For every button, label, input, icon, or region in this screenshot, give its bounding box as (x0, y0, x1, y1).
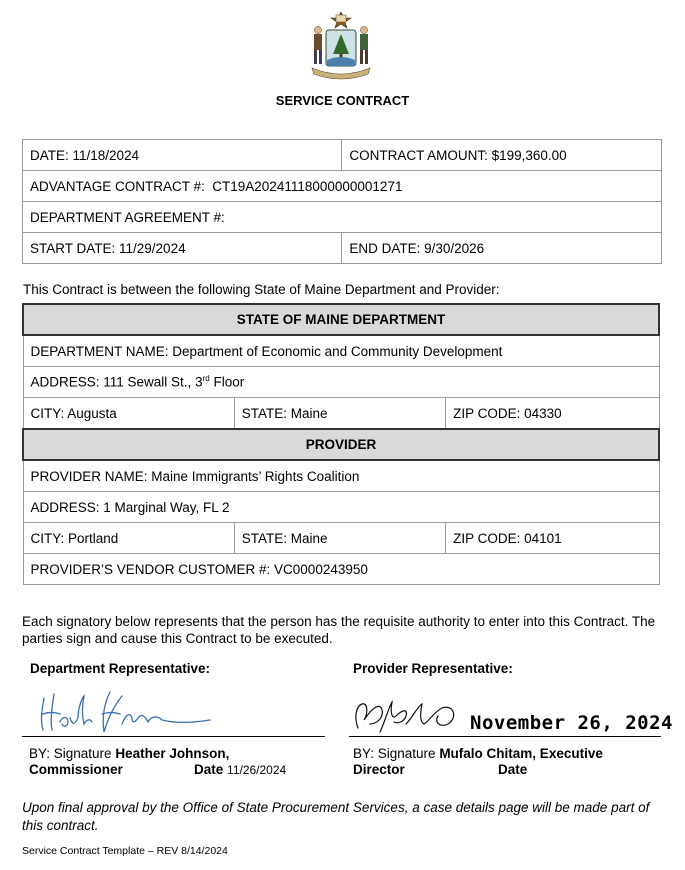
department-signature-line (22, 736, 325, 737)
provider-signer-name: Mufalo Chitam, Executive (439, 746, 603, 761)
department-date-row (194, 762, 286, 777)
department-address-cell: ADDRESS: 111 Sewall St., 3rd Floor (23, 367, 659, 398)
department-state-cell: STATE: Maine (234, 398, 445, 430)
signatory-statement: Each signatory below represents that the person has the requisite authority to enter into this Contract. The parties sign and cause this Contract to be executed. (22, 614, 656, 646)
department-signature-image (38, 688, 218, 736)
department-agreement-cell: DEPARTMENT AGREEMENT #: (23, 202, 662, 233)
department-signer-name: Heather Johnson, (115, 746, 230, 761)
department-signer-title: Commissioner (29, 762, 123, 777)
provider-vendor-cell: PROVIDER’S VENDOR CUSTOMER #: VC0000243950 (23, 554, 659, 585)
provider-date-label: Date (498, 762, 528, 777)
provider-date-row (498, 762, 527, 777)
department-heading: STATE OF MAINE DEPARTMENT (23, 304, 659, 335)
provider-signed-date: November 26, 2024 (470, 712, 673, 734)
contract-info-table (22, 139, 662, 264)
provider-state-cell: STATE: Maine (234, 523, 445, 554)
provider-zip-cell: ZIP CODE: 04101 (446, 523, 659, 554)
department-name-cell: DEPARTMENT NAME: Department of Economic and Community Development (23, 335, 659, 367)
provider-name-cell: PROVIDER NAME: Maine Immigrants’ Rights Coalition (23, 460, 659, 492)
provider-signer-title: Director (353, 762, 405, 777)
provider-signature-line (349, 736, 661, 737)
final-approval-note: Upon final approval by the Office of State Procurement Services, a case details page will be made part of this contract. (22, 800, 650, 833)
provider-city-cell: CITY: Portland (23, 523, 234, 554)
department-date-value: 11/26/2024 (227, 763, 287, 777)
template-revision: Service Contract Template – REV 8/14/2024 (22, 845, 228, 857)
provider-rep-label: Provider Representative: (353, 661, 513, 676)
department-signer-title-row (29, 762, 123, 777)
department-zip-cell: ZIP CODE: 04330 (446, 398, 659, 430)
provider-signature-image (350, 694, 462, 738)
start-date-cell: START DATE: 11/29/2024 (23, 233, 342, 264)
end-date-cell: END DATE: 9/30/2026 (342, 233, 662, 264)
provider-heading: PROVIDER (23, 429, 659, 460)
department-date-label: Date (194, 762, 224, 777)
date-cell: DATE: 11/18/2024 (23, 140, 342, 171)
state-seal-image (306, 10, 376, 84)
document-title: SERVICE CONTRACT (275, 93, 410, 108)
department-city-cell: CITY: Augusta (23, 398, 234, 430)
provider-address-cell: ADDRESS: 1 Marginal Way, FL 2 (23, 492, 659, 523)
department-rep-label: Department Representative: (30, 661, 211, 676)
department-signer-block: BY: Signature Heather Johnson, (29, 746, 230, 761)
parties-intro-text: This Contract is between the following State of Maine Department and Provider: (23, 282, 500, 297)
contract-amount-cell: CONTRACT AMOUNT: $199,360.00 (342, 140, 662, 171)
parties-table (22, 303, 660, 585)
advantage-contract-cell: ADVANTAGE CONTRACT #: CT19A20241118000000001271 (23, 171, 662, 202)
provider-signer-block: BY: Signature Mufalo Chitam, Executive (353, 746, 603, 761)
provider-signer-title-row (353, 762, 405, 777)
